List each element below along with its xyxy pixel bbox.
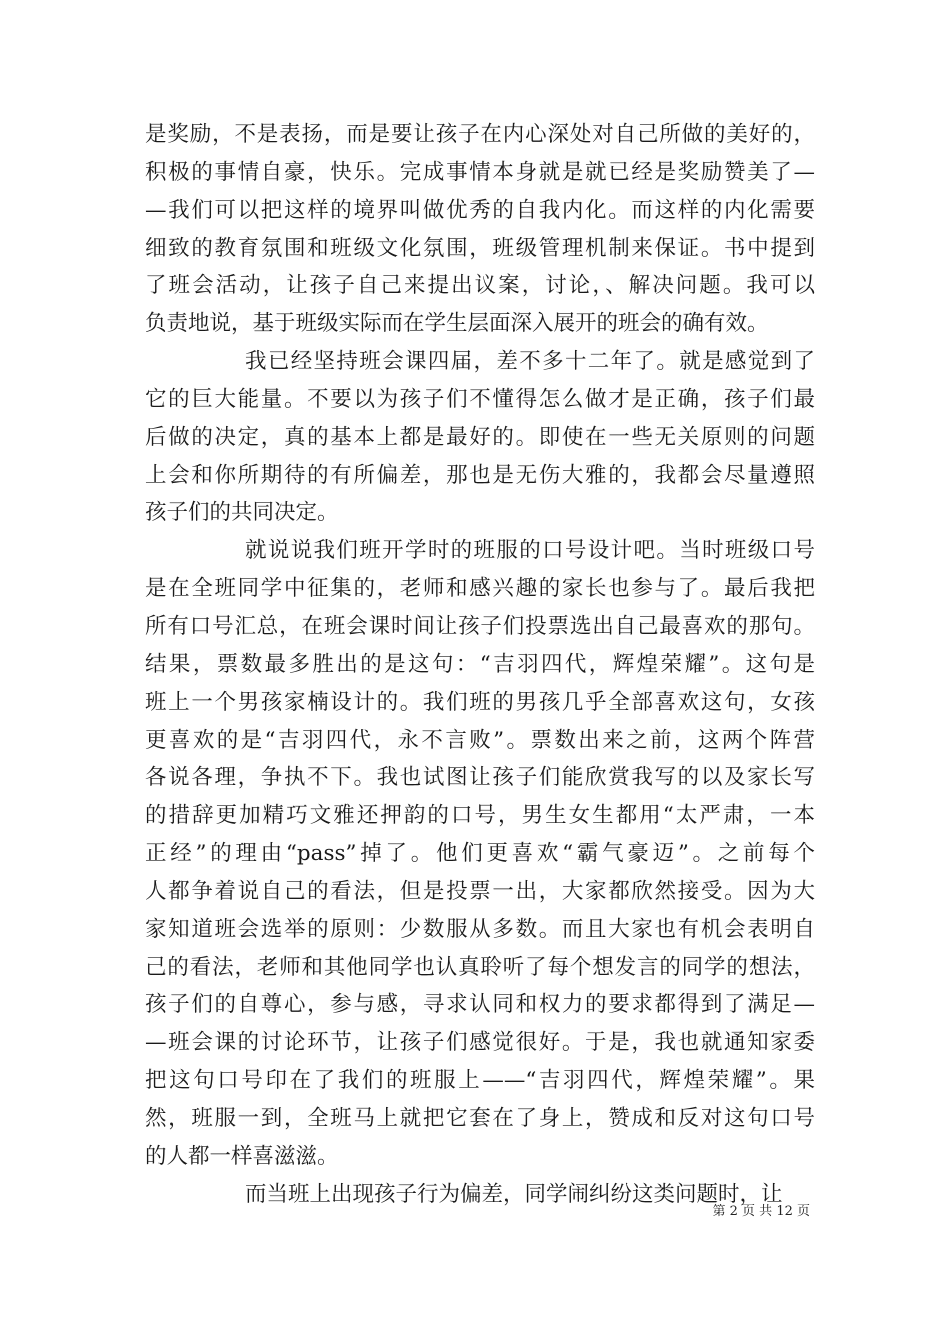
- text-line: 的人都一样喜滋滋。: [145, 1143, 339, 1169]
- text-line: 上会和你所期待的有所偏差，那也是无伤大雅的，我都会尽量遵照: [145, 462, 815, 488]
- text-line: 是奖励，不是表扬，而是要让孩子在内心深处对自己所做的美好的，: [145, 122, 815, 147]
- paragraph-start-line: 而当班上出现孩子行为偏差，同学闹纠纷这类问题时，让: [245, 1181, 783, 1207]
- text-line: 孩子们的自尊心，参与感，寻求认同和权力的要求都得到了满足—: [145, 992, 815, 1018]
- text-line: 细致的教育氛围和班级文化氛围，班级管理机制来保证。书中提到: [145, 235, 815, 261]
- text-line: —我们可以把这样的境界叫做优秀的自我内化。而这样的内化需要: [145, 197, 815, 223]
- page-number: 第 2 页 共 12 页: [712, 1204, 810, 1219]
- text-line: 是在全班同学中征集的，老师和感兴趣的家长也参与了。最后我把: [145, 576, 815, 602]
- text-line: 正经”的理由“pass”掉了。他们更喜欢“霸气豪迈”。之前每个: [145, 841, 815, 867]
- text-line: 家知道班会选举的原则：少数服从多数。而且大家也有机会表明自: [145, 916, 815, 942]
- text-line: 所有口号汇总，在班会课时间让孩子们投票选出自己最喜欢的那句。: [145, 613, 815, 639]
- text-line: 然，班服一到，全班马上就把它套在了身上，赞成和反对这句口号: [145, 1105, 815, 1131]
- text-line: 己的看法，老师和其他同学也认真聆听了每个想发言的同学的想法，: [145, 954, 815, 980]
- paragraph-start-line: 就说说我们班开学时的班服的口号设计吧。当时班级口号: [245, 538, 815, 564]
- body-text: [145, 116, 815, 1213]
- text-line: 它的巨大能量。不要以为孩子们不懂得怎么做才是正确，孩子们最: [145, 386, 815, 412]
- text-line: 更喜欢的是“吉羽四代，永不言败”。票数出来之前，这两个阵营: [145, 727, 815, 753]
- text-line: 班上一个男孩家楠设计的。我们班的男孩几乎全部喜欢这句，女孩: [145, 689, 815, 715]
- text-line: 积极的事情自豪，快乐。完成事情本身就是就已经是奖励赞美了—: [145, 159, 815, 185]
- text-line: 负责地说，基于班级实际而在学生层面深入展开的班会的确有效。: [145, 311, 769, 337]
- text-line: 把这句口号印在了我们的班服上——“吉羽四代，辉煌荣耀”。果: [145, 1068, 815, 1094]
- text-line: 孩子们的共同决定。: [145, 500, 339, 526]
- text-line: 后做的决定，真的基本上都是最好的。即使在一些无关原则的问题: [145, 424, 815, 450]
- text-line: 结果，票数最多胜出的是这句：“吉羽四代，辉煌荣耀”。这句是: [145, 651, 815, 677]
- paragraph-start-line: 我已经坚持班会课四届，差不多十二年了。就是感觉到了: [245, 349, 815, 375]
- text-line: 人都争着说自己的看法，但是投票一出，大家都欣然接受。因为大: [145, 878, 815, 904]
- text-line: 各说各理，争执不下。我也试图让孩子们能欣赏我写的以及家长写: [145, 765, 815, 791]
- text-line: —班会课的讨论环节，让孩子们感觉很好。于是，我也就通知家委: [145, 1030, 815, 1056]
- text-line: 的措辞更加精巧文雅还押韵的口号，男生女生都用“太严肃，一本: [145, 803, 815, 829]
- text-line: 了班会活动，让孩子自己来提出议案，讨论，、解决问题。我可以: [145, 273, 815, 299]
